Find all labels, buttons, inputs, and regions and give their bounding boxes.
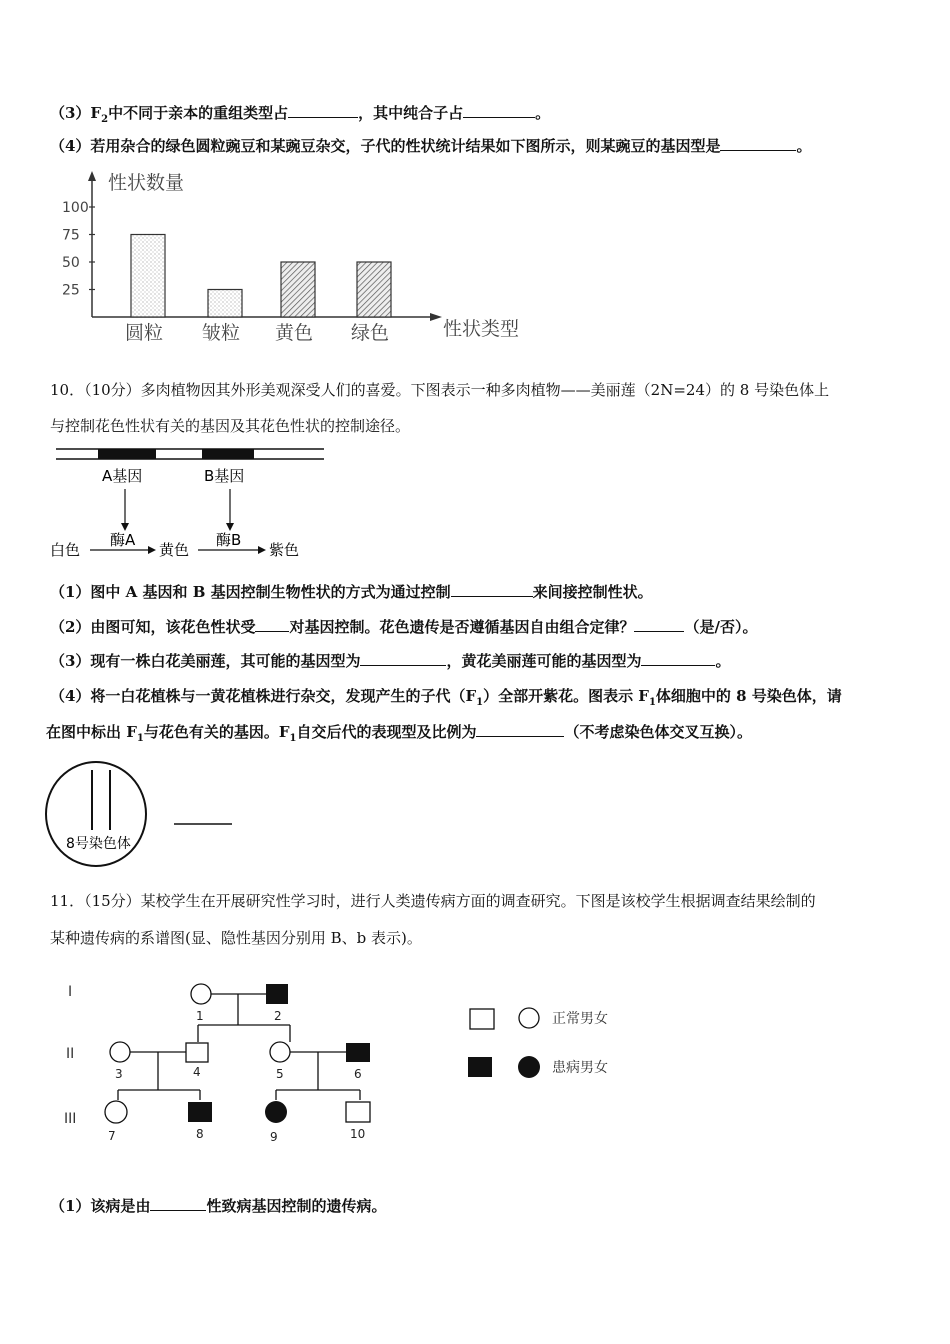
generation-label: I	[68, 984, 73, 1000]
arrow-right-icon	[258, 546, 266, 554]
legend-affected-label: 患病男女	[552, 1060, 608, 1076]
pedigree-chart	[50, 970, 690, 1150]
individual-id: 1	[196, 1009, 204, 1023]
enzyme-a-label: 酶A	[110, 531, 136, 549]
y-tick-label: 75	[62, 227, 80, 244]
bar-3	[281, 262, 315, 317]
generation-label: II	[66, 1046, 75, 1062]
color-yellow: 黄色	[159, 541, 190, 559]
q9-part4: （4）若用杂合的绿色圆粒豌豆和某豌豆杂交，子代的性状统计结果如下图所示，则某豌豆的基因型是 。	[50, 137, 812, 155]
individual-id: 2	[274, 1009, 282, 1023]
generation-label: III	[64, 1111, 77, 1127]
y-tick-label: 50	[62, 255, 80, 271]
color-purple: 紫色	[269, 541, 300, 559]
gene-b-locus	[202, 449, 254, 459]
q9-part3: $(3)F_2$中不同于亲本的重组类型占 ，其中纯合子占 。	[50, 104, 551, 125]
bar-4	[357, 262, 391, 317]
gene-b-label: B基因	[204, 467, 245, 485]
answer-blank[interactable]	[150, 1196, 206, 1211]
individual-4-normal-male	[186, 1043, 208, 1062]
arrow-down-icon	[226, 523, 234, 531]
individual-10-normal-male	[346, 1102, 370, 1122]
legend-normal-male-icon	[470, 1009, 494, 1029]
answer-blank[interactable]	[288, 103, 358, 118]
legend-normal-label: 正常男女	[552, 1011, 608, 1027]
individual-id: 3	[115, 1067, 123, 1081]
x-axis-label: 性状类型	[443, 318, 520, 340]
y-axis-arrow	[88, 171, 96, 181]
q11-header: 11．（15分）某校学生在开展研究性学习时，进行人类遗传病方面的调查研究。下图是该校学生根据调查结果绘制的	[50, 892, 816, 910]
answer-blank[interactable]	[641, 651, 715, 666]
trait-bar-chart	[50, 165, 550, 350]
answer-blank[interactable]	[720, 136, 796, 151]
answer-blank[interactable]	[451, 582, 533, 597]
category-label: 皱粒	[202, 322, 241, 344]
y-axis-label: 性状数量	[108, 172, 185, 194]
individual-7-normal-female	[105, 1101, 127, 1123]
individual-id: 7	[108, 1129, 116, 1143]
q10-header-2: 与控制花色性状有关的基因及其花色性状的控制途径。	[50, 417, 411, 435]
legend-normal-female-icon	[519, 1008, 539, 1028]
color-white: 白色	[50, 541, 81, 559]
enzyme-b-label: 酶B	[216, 531, 242, 549]
chromosome-8-label: 8号染色体	[66, 836, 131, 852]
bar-1	[131, 235, 165, 318]
x-axis-arrow	[430, 313, 442, 321]
bar-2	[208, 290, 242, 318]
answer-blank[interactable]	[476, 722, 564, 737]
answer-blank[interactable]	[360, 651, 446, 666]
y-tick-label: 100	[62, 200, 89, 216]
legend-affected-male-icon	[468, 1057, 492, 1077]
cell-chromosome-diagram	[44, 758, 244, 870]
individual-1-normal-female	[191, 984, 211, 1004]
individual-id: 5	[276, 1067, 284, 1081]
legend-affected-female-icon	[518, 1056, 540, 1078]
q10-part2: （2）由图可知，该花色性状受 对基因控制。花色遗传是否遵循基因自由组合定律？ （是/否）。	[50, 618, 758, 636]
arrow-right-icon	[148, 546, 156, 554]
q11-header-2: 某种遗传病的系谱图(显、隐性基因分别用 B、b 表示)。	[50, 929, 422, 947]
answer-blank[interactable]	[634, 617, 684, 632]
category-label: 绿色	[351, 322, 390, 344]
individual-id: 8	[196, 1127, 204, 1141]
individual-id: 9	[270, 1130, 278, 1144]
individual-2-affected-male	[266, 984, 288, 1004]
q10-part3: （3）现有一株白花美丽莲，其可能的基因型为 ，黄花美丽莲可能的基因型为 。	[50, 652, 731, 670]
arrow-down-icon	[121, 523, 129, 531]
gene-a-label: A基因	[102, 467, 143, 485]
q11-part1: （1）该病是由 性致病基因控制的遗传病。	[50, 1197, 387, 1215]
category-label: 圆粒	[125, 322, 164, 344]
answer-blank[interactable]	[463, 103, 535, 118]
individual-id: 4	[193, 1065, 201, 1079]
gene-a-locus	[98, 449, 156, 459]
individual-id: 10	[350, 1127, 366, 1141]
q10-part1: （1）图中 A 基因和 B 基因控制生物性状的方式为通过控制 来间接控制性状。	[50, 583, 653, 601]
q10-part4-line2: 在图中标出 $F_1$与花色有关的基因。$F_1$自交后代的表现型及比例为 （不考虑染色体交叉互换）。	[46, 723, 752, 744]
individual-3-normal-female	[110, 1042, 130, 1062]
individual-5-normal-female	[270, 1042, 290, 1062]
individual-9-affected-female	[265, 1101, 287, 1123]
q10-header: 10．（10分）多肉植物因其外形美观深受人们的喜爱。下图表示一种多肉植物——美丽莲（2N=24）的 8 号染色体上	[50, 381, 830, 399]
answer-blank[interactable]	[255, 617, 289, 632]
individual-6-affected-male	[346, 1043, 370, 1062]
individual-8-affected-male	[188, 1102, 212, 1122]
y-tick-label: 25	[62, 282, 80, 299]
gene-pathway-diagram	[50, 445, 340, 565]
q10-part4-line1: （4）将一白花植株与一黄花植株进行杂交，发现产生的子代$(F_1)$全部开紫花。图表示 $F_1$体细胞中的 8 号染色体，请	[50, 687, 842, 708]
individual-id: 6	[354, 1067, 362, 1081]
category-label: 黄色	[275, 322, 314, 344]
